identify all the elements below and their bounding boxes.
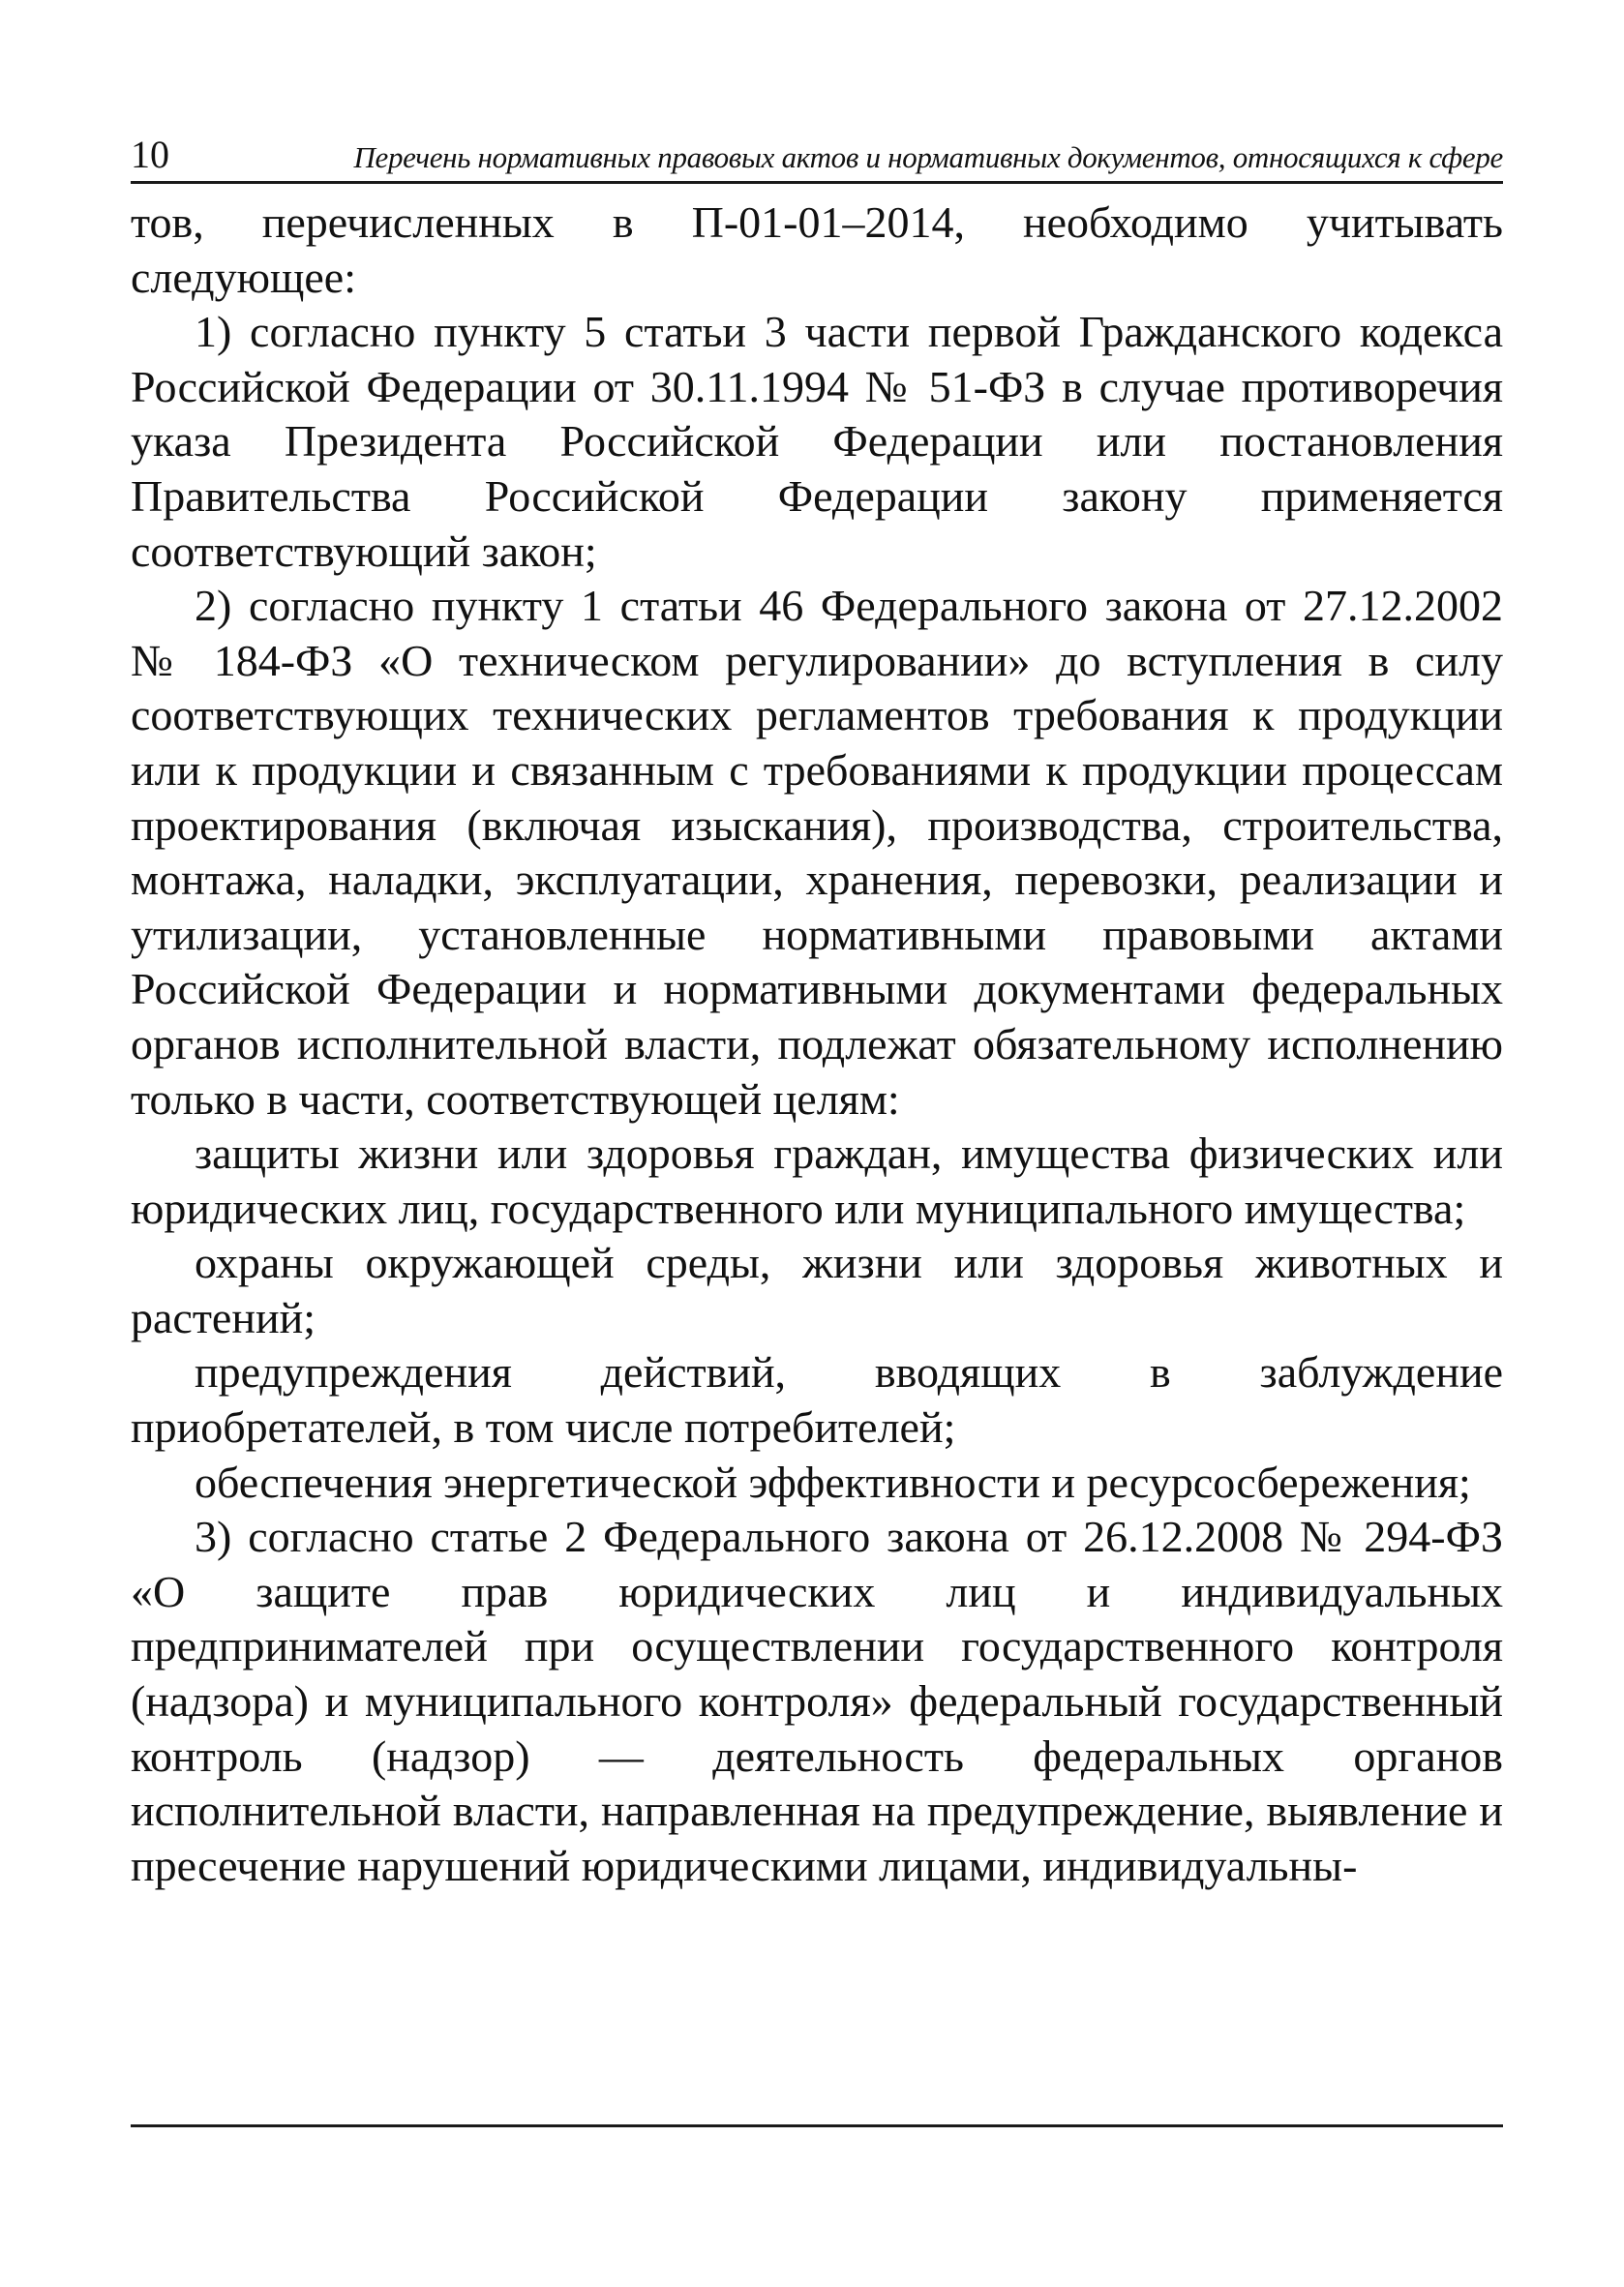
paragraph: охраны окружающей среды, жизни или здоровья животных и растений; <box>131 1238 1503 1342</box>
paragraph: защиты жизни или здоровья граждан, имущества физических или юридических лиц, государственного или муниципального имущества; <box>131 1128 1503 1233</box>
paragraph: обеспечения энергетической эффективности и ресурсосбережения; <box>195 1457 1471 1507</box>
paragraph: тов, перечисленных в П-01-01–2014, необходимо учитывать следующее: <box>131 197 1503 302</box>
footer-rule <box>131 2124 1503 2127</box>
running-header <box>131 135 1503 184</box>
running-title: Перечень нормативных правовых актов и нормативных документов, относящихся к сфере <box>353 140 1503 174</box>
paragraph: 2) согласно пункту 1 статьи 46 Федерального закона от 27.12.2002 № 184-ФЗ «О техническом регулировании» до вступления в силу соответствующих технических регламентов требования к продукции или к продукции и связанным с требованиями к продукции процессам проектирования (включая изыскания), производства, строительства, монтажа, наладки, эксплуатации, хранения, перевозки, реализации и утилизации, установленные нормативными правовыми актами Российской Федерации и нормативными документами федеральных органов исполнительной власти, подлежат обязательному исполнению только в части, соответствующей целям: <box>131 581 1503 1124</box>
body-text <box>131 196 1503 1893</box>
document-page <box>131 135 1503 1893</box>
paragraph: 3) согласно статье 2 Федерального закона от 26.12.2008 № 294-ФЗ «О защите прав юридических лиц и индивидуальных предпринимателей при осуществлении государственного контроля (надзора) и муниципального контроля» федеральный государственный контроль (надзор) — деятельность федеральных органов исполнительной власти, направленная на предупреждение, выявление и пресечение нарушений юридическими лицами, индивидуальны- <box>131 1512 1503 1890</box>
page-number: 10 <box>131 133 169 176</box>
paragraph: 1) согласно пункту 5 статьи 3 части первой Гражданского кодекса Российской Федерации от 30.11.1994 № 51-ФЗ в случае противоречия указа Президента Российской Федерации или постановления Правительства Российской Федерации закону применяется соответствующий закон; <box>131 307 1503 576</box>
paragraph: предупреждения действий, вводящих в заблуждение приобретателей, в том числе потребителей; <box>131 1347 1503 1453</box>
